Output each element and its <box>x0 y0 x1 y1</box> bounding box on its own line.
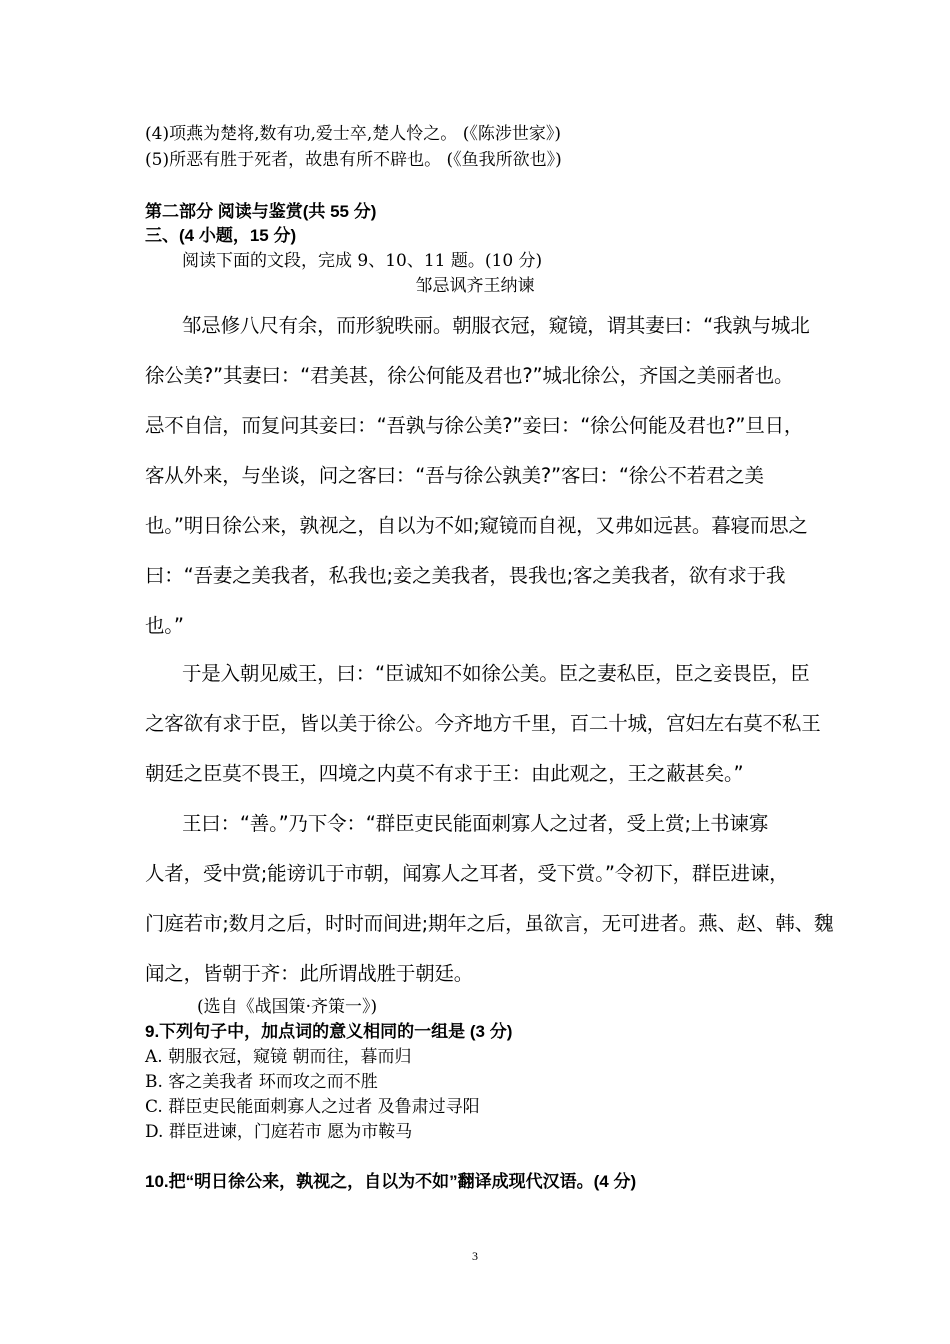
passage-line: 于是入朝见威王，曰：“臣诚知不如徐公美。臣之妻私臣，臣之妾畏臣，臣 <box>182 662 810 685</box>
passage-line: 客从外来，与坐谈，问之客曰：“吾与徐公孰美?”客曰：“徐公不若君之美 <box>145 464 764 487</box>
question-9-stem: 9.下列句子中，加点词的意义相同的一组是 (3 分) <box>145 1022 513 1041</box>
quote-4: (4)项燕为楚将,数有功,爱士卒,楚人怜之。 (《陈涉世家》) <box>145 124 561 144</box>
question-10-stem: 10.把“明日徐公来，孰视之，自以为不如”翻译成现代汉语。(4 分) <box>145 1172 637 1191</box>
passage-title: 邹忌讽齐王纳谏 <box>415 276 535 296</box>
passage-source: (选自《战国策·齐策一》) <box>197 997 378 1017</box>
passage-line: 也。” <box>145 614 184 637</box>
question-9-option-a: A. 朝服衣冠，窥镜 朝而往，暮而归 <box>145 1047 412 1067</box>
question-9-option-c: C. 群臣吏民能面刺寡人之过者 及鲁肃过寻阳 <box>145 1097 480 1117</box>
passage-line: 曰：“吾妻之美我者，私我也;妾之美我者，畏我也;客之美我者，欲有求于我 <box>145 564 786 587</box>
quote-5: (5)所恶有胜于死者，故患有所不辟也。 (《鱼我所欲也》) <box>145 150 562 170</box>
section-heading: 第二部分 阅读与鉴赏(共 55 分) <box>145 202 377 221</box>
question-9-option-b: B. 客之美我者 环而攻之而不胜 <box>145 1072 378 1092</box>
passage-line: 门庭若市;数月之后，时时而间进;期年之后，虽欲言，无可进者。燕、赵、韩、魏 <box>145 912 834 935</box>
passage-line: 忌不自信，而复问其妾曰：“吾孰与徐公美?”妾曰：“徐公何能及君也?”旦日， <box>145 414 804 437</box>
passage-line: 之客欲有求于臣，皆以美于徐公。今齐地方千里，百二十城，宫妇左右莫不私王 <box>145 712 821 735</box>
passage-line: 朝廷之臣莫不畏王，四境之内莫不有求于王：由此观之，王之蔽甚矣。” <box>145 762 744 785</box>
passage-line: 也。”明日徐公来，孰视之，自以为不如;窥镜而自视，又弗如远甚。暮寝而思之 <box>145 514 808 537</box>
section-subheading: 三、(4 小题，15 分) <box>145 226 297 245</box>
question-9-option-d: D. 群臣进谏，门庭若市 愿为市鞍马 <box>145 1122 413 1142</box>
passage-line: 闻之，皆朝于齐：此所谓战胜于朝廷。 <box>145 962 474 985</box>
passage-line: 徐公美?”其妻曰：“君美甚，徐公何能及君也?”城北徐公，齐国之美丽者也。 <box>145 364 794 387</box>
page-number: 3 <box>472 1249 478 1263</box>
passage-line: 王曰：“善。”乃下令：“群臣吏民能面刺寡人之过者，受上赏;上书谏寡 <box>182 812 769 835</box>
passage-line: 邹忌修八尺有余，而形貌昳丽。朝服衣冠，窥镜，谓其妻曰：“我孰与城北 <box>182 314 810 337</box>
section-instruction: 阅读下面的文段，完成 9、10、11 题。(10 分) <box>182 251 543 271</box>
passage-line: 人者，受中赏;能谤讥于市朝，闻寡人之耳者，受下赏。”令初下，群臣进谏， <box>145 862 789 885</box>
